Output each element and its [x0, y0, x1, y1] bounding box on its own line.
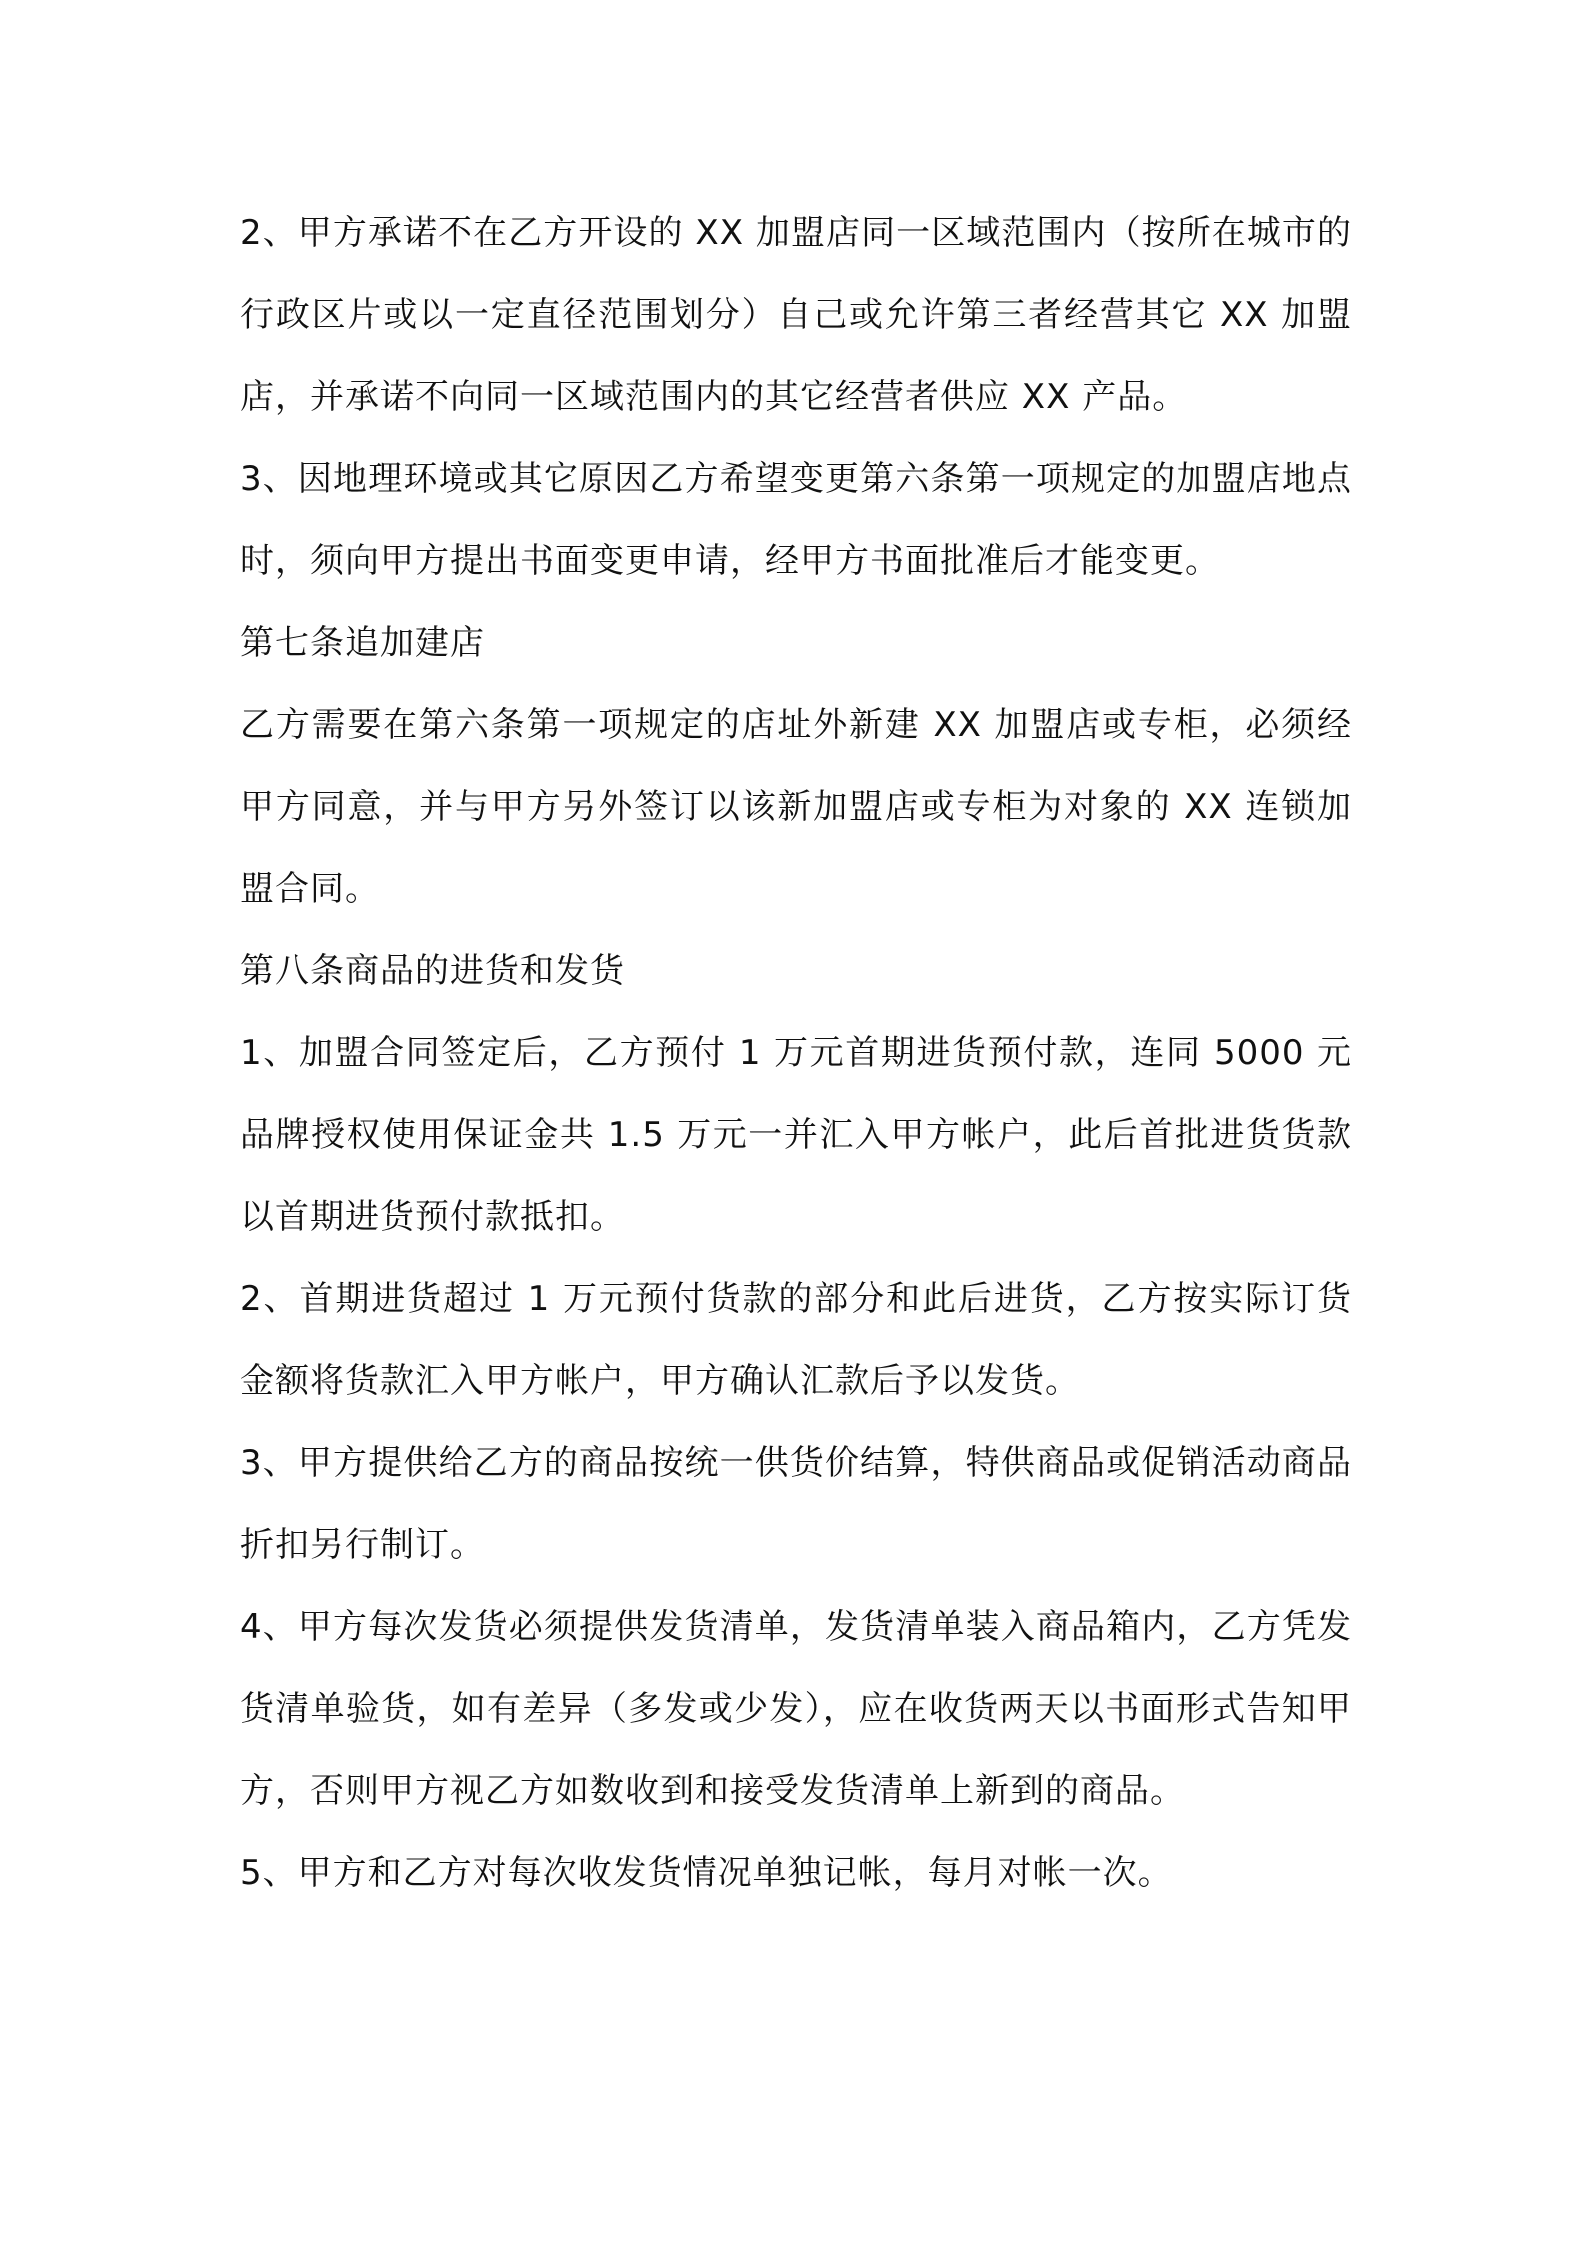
paragraph-article-8-item-5: 5、甲方和乙方对每次收发货情况单独记帐，每月对帐一次。	[240, 1853, 1173, 1893]
document-body	[240, 192, 1352, 1914]
paragraph-article-8-item-3: 3、甲方提供给乙方的商品按统一供货价结算，特供商品或促销活动商品折扣另行制订。	[240, 1443, 1352, 1565]
paragraph-article-8-item-4: 4、甲方每次发货必须提供发货清单，发货清单装入商品箱内，乙方凭发货清单验货，如有差异（多发或少发），应在收货两天以书面形式告知甲方，否则甲方视乙方如数收到和接受发货清单上新到的商品。	[240, 1607, 1352, 1811]
section-heading-article-7: 第七条追加建店	[240, 623, 485, 663]
paragraph-article-8-item-2: 2、首期进货超过 1 万元预付货款的部分和此后进货，乙方按实际订货金额将货款汇入甲方帐户，甲方确认汇款后予以发货。	[240, 1279, 1352, 1401]
paragraph-clause-2: 2、甲方承诺不在乙方开设的 XX 加盟店同一区域范围内（按所在城市的行政区片或以一定直径范围划分）自己或允许第三者经营其它 XX 加盟店，并承诺不向同一区域范围内的其它经营者供应 XX 产品。	[240, 213, 1352, 417]
paragraph-article-8-item-1: 1、加盟合同签定后，乙方预付 1 万元首期进货预付款，连同 5000 元品牌授权使用保证金共 1.5 万元一并汇入甲方帐户，此后首批进货货款以首期进货预付款抵扣。	[240, 1033, 1352, 1237]
paragraph-article-7-body: 乙方需要在第六条第一项规定的店址外新建 XX 加盟店或专柜，必须经甲方同意，并与甲方另外签订以该新加盟店或专柜为对象的 XX 连锁加盟合同。	[240, 705, 1352, 909]
paragraph-clause-3: 3、因地理环境或其它原因乙方希望变更第六条第一项规定的加盟店地点时，须向甲方提出书面变更申请，经甲方书面批准后才能变更。	[240, 459, 1352, 581]
section-heading-article-8: 第八条商品的进货和发货	[240, 951, 625, 991]
